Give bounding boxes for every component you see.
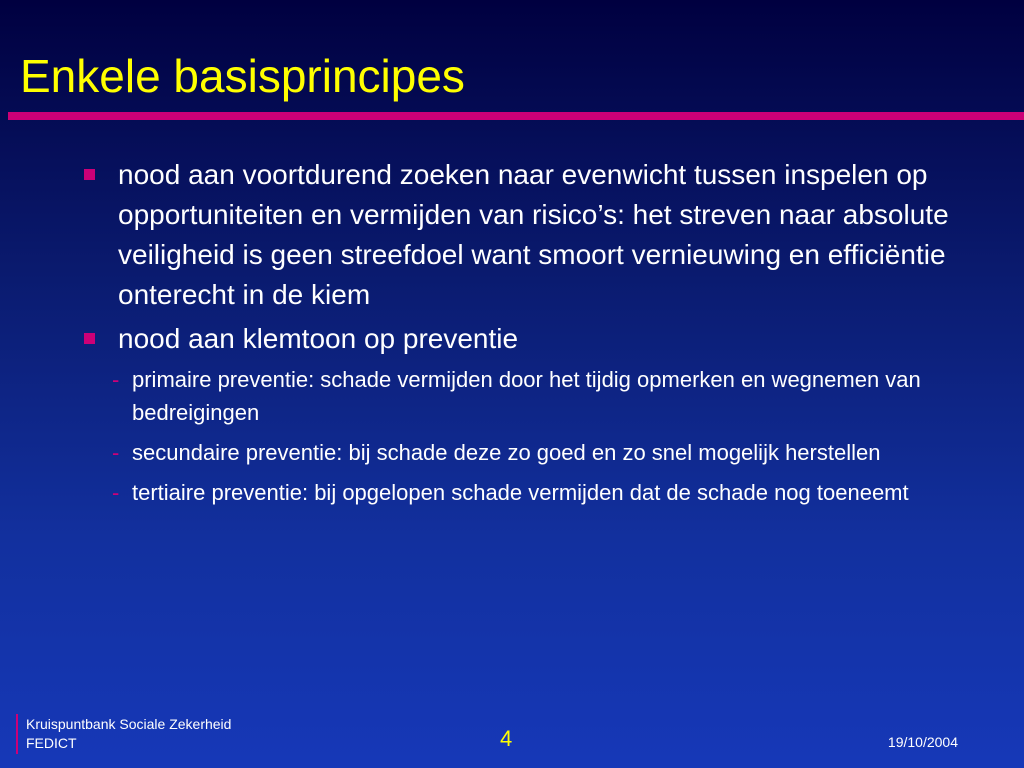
footer-divider	[16, 714, 18, 754]
sub-bullet-text: secundaire preventie: bij schade deze zo goed en zo snel mogelijk herstellen	[132, 440, 881, 465]
bullet-text: nood aan klemtoon op preventie	[118, 323, 519, 354]
sub-bullet-text: tertiaire preventie: bij opgelopen schade vermijden dat de schade nog toeneemt	[132, 480, 909, 505]
footer-date: 19/10/2004	[887, 734, 958, 750]
square-bullet-icon	[84, 169, 95, 180]
footer-organization: Kruispuntbank Sociale Zekerheid	[26, 716, 232, 732]
sub-bullet-item	[112, 436, 960, 469]
dash-bullet-icon: -	[112, 367, 120, 392]
sub-bullet-list	[112, 363, 960, 509]
sub-bullet-text: primaire preventie: schade vermijden door het tijdig opmerken en wegnemen van bedreigingen	[132, 367, 921, 425]
bullet-item	[80, 155, 960, 315]
slide-title: Enkele basisprincipes	[20, 50, 465, 102]
sub-bullet-item	[112, 476, 960, 509]
bullet-text: nood aan voortdurend zoeken naar evenwicht tussen inspelen op opportuniteiten en vermijden van risico’s: het streven naar absolute veiligheid is geen streefdoel want smoort vernieuwing en efficiëntie onterecht in de kiem	[118, 159, 949, 310]
bullet-item	[80, 319, 960, 359]
dash-bullet-icon: -	[112, 440, 120, 465]
page-number: 4	[500, 726, 513, 751]
square-bullet-icon	[84, 333, 95, 344]
footer-department: FEDICT	[26, 735, 77, 751]
footer-organization-block	[26, 715, 231, 753]
sub-bullet-item	[112, 363, 960, 429]
dash-bullet-icon: -	[112, 480, 120, 505]
title-divider	[8, 112, 1024, 120]
slide-content	[80, 155, 960, 516]
